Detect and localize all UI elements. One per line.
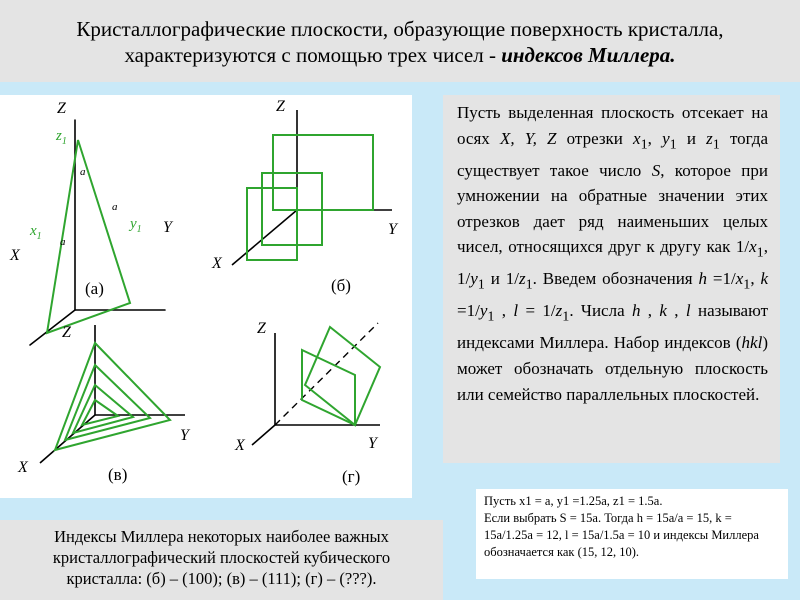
figure-a-a-label-z: a [80,166,86,178]
caption-line-3: кристалла: (б) – (100); (в) – (111); (г) – (???). [66,569,377,588]
figure-c [17,324,191,484]
title-line-2 [0,42,800,68]
figure-b-x-label: X [212,255,222,272]
figure-a-a-label-x: a [60,236,66,248]
figure-d [234,320,380,486]
figure-c-caption: (в) [108,465,128,484]
caption-box [0,520,443,600]
figure-a-x1-label: $x_1$ [30,223,42,242]
figure-c-y-label: Y [180,427,189,444]
figure-d-x-axis [252,425,275,445]
title-box [0,0,800,82]
figure-d-y-label: Y [368,435,377,452]
figure-b-caption: (б) [331,276,351,295]
figure-a [9,100,174,345]
figure-b-x-axis [232,210,297,265]
figure-d-x-label: X [235,437,245,454]
example-box [476,489,788,579]
figures-svg [0,95,412,498]
figure-d-plane-2 [305,327,380,425]
figure-c-z-label: Z [62,324,71,341]
figure-a-z-label: Z [57,100,66,117]
example-line-1: Пусть x1 = a, y1 =1.25a, z1 = 1.5a. [484,494,663,508]
figure-b-y-label: Y [388,221,397,238]
example-line-2: Если выбрать S = 15a. Тогда h = 15a/a = 15, k = 15a/1.25a = 12, l = 15a/1.5a = 10 и индексы Миллера обозначается как (15, 12, 10). [484,511,759,559]
figure-a-caption: (а) [85,279,104,298]
title-line-2-text: характеризуются с помощью трех чисел - [124,43,502,67]
figure-d-caption: (г) [342,467,361,486]
caption-line-2: кристаллографический плоскостей кубического [52,548,391,567]
figure-a-y1-label: $y_1$ [130,216,142,235]
figure-d-z-label: Z [257,320,266,337]
figure-b [211,98,399,295]
figure-panel [0,95,412,498]
figure-a-x-label: X [10,247,20,264]
title-line-1: Кристаллографические плоскости, образующие поверхность кристалла, [76,17,724,41]
figure-c-x-label: X [18,459,28,476]
definition-box: Пусть выделенная плоскость отсекает на осях X, Y, Z отрезки $x_1$, $y_1$ и $z_1$ тогда существует такое число S, которое при умножении на обратные значении этих отрезков дает ряд наименьших целых чисел, относящихся друг к другу как $1/x_1$, $1/y_1$ и $1/z_1$. Введем обозначения $h =1/x_1$, $k =1/y_1$ , $l = 1/z_1$. Числа h , k , l называют индексами Миллера. Набор индексов (hkl) может обозначать отдельную плоскость или семейство параллельных плоскостей. [443,95,780,463]
figure-b-z-label: Z [276,98,285,115]
figure-d-plane-1 [302,350,355,425]
figure-a-y-label: Y [163,219,172,236]
figure-a-z1-label: $z_1$ [56,128,67,147]
figure-a-a-label-y: a [112,201,118,213]
title-emphasis: индексов Миллера. [501,43,676,67]
caption-line-1: Индексы Миллера некоторых наиболее важных [54,527,389,546]
